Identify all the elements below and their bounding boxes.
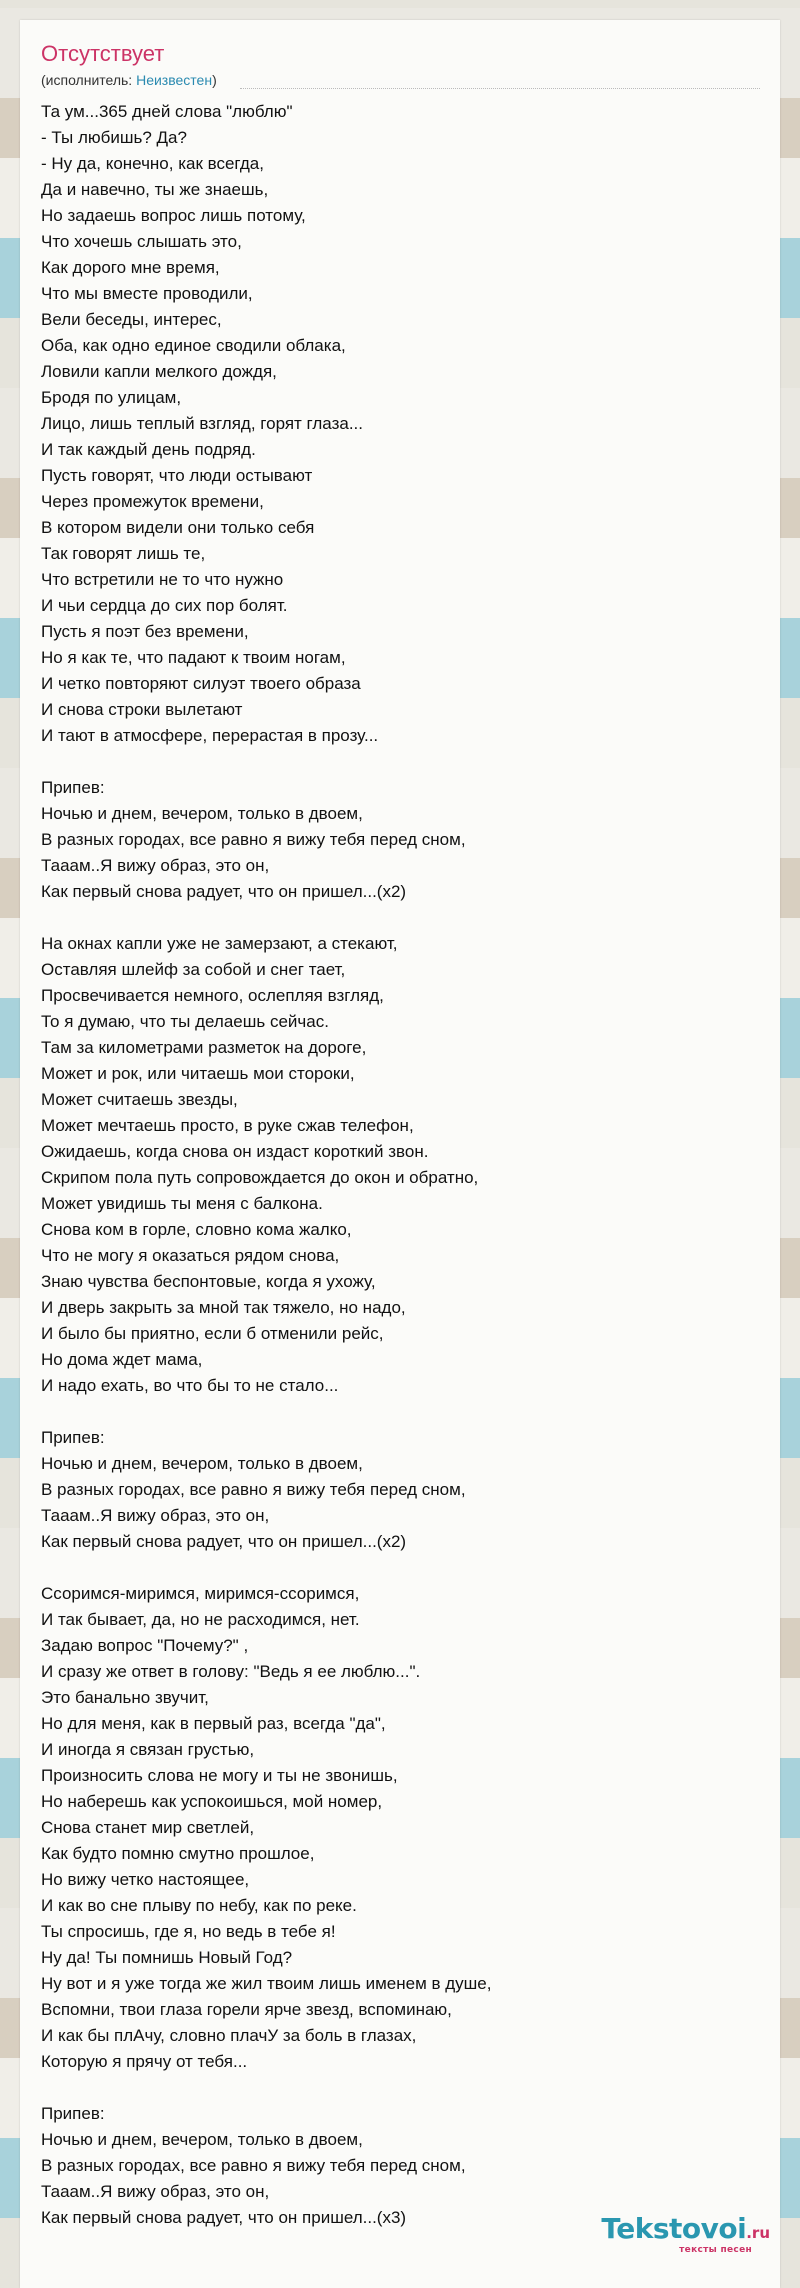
lyric-line: И так бывает, да, но не расходимся, нет.: [41, 1610, 360, 1629]
title-divider: [240, 88, 760, 89]
lyric-line: На окнах капли уже не замерзают, а стекают,: [41, 934, 398, 953]
lyric-line: И дверь закрыть за мной так тяжело, но надо,: [41, 1298, 406, 1317]
lyric-line: Но я как те, что падают к твоим ногам,: [41, 648, 346, 667]
lyric-line: В разных городах, все равно я вижу тебя перед сном,: [41, 1480, 466, 1499]
lyric-line: В котором видели они только себя: [41, 518, 315, 537]
lyric-line: И так каждый день подряд.: [41, 440, 256, 459]
lyric-line: Так говорят лишь те,: [41, 544, 206, 563]
lyric-line: И как во сне плыву по небу, как по реке.: [41, 1896, 357, 1915]
lyric-line: В разных городах, все равно я вижу тебя перед сном,: [41, 2156, 466, 2175]
lyric-line: Да и навечно, ты же знаешь,: [41, 180, 269, 199]
lyric-line: Тааам..Я вижу образ, это он,: [41, 1506, 270, 1525]
lyrics-stanza: [41, 931, 761, 1399]
lyric-line: Может увидишь ты меня с балкона.: [41, 1194, 323, 1213]
lyric-line: И иногда я связан грустью,: [41, 1740, 255, 1759]
lyric-line: Которую я прячу от тебя...: [41, 2052, 248, 2071]
logo-brand: Tekstovoi: [601, 2212, 747, 2245]
lyric-line: И сразу же ответ в голову: "Ведь я ее люблю...".: [41, 1662, 421, 1681]
lyric-line: Пусть говорят, что люди остывают: [41, 466, 313, 485]
lyrics-body: [41, 99, 761, 2231]
lyric-line: Снова ком в горле, словно кома жалко,: [41, 1220, 352, 1239]
lyric-line: Что не могу я оказаться рядом снова,: [41, 1246, 340, 1265]
performer-line: [41, 71, 217, 89]
lyric-line: Тааам..Я вижу образ, это он,: [41, 856, 270, 875]
lyric-line: Через промежуток времени,: [41, 492, 264, 511]
performer-link[interactable]: Неизвестен: [136, 72, 213, 88]
lyric-line: Просвечивается немного, ослепляя взгляд,: [41, 986, 384, 1005]
lyric-line: Как дорого мне время,: [41, 258, 220, 277]
lyric-line: Вспомни, твои глаза горели ярче звезд, вспоминаю,: [41, 2000, 452, 2019]
lyric-line: Скрипом пола путь сопровождается до окон и обратно,: [41, 1168, 479, 1187]
lyrics-stanza: [41, 775, 761, 905]
lyric-line: Что мы вместе проводили,: [41, 284, 253, 303]
lyric-line: То я думаю, что ты делаешь сейчас.: [41, 1012, 329, 1031]
lyric-line: Но вижу четко настоящее,: [41, 1870, 250, 1889]
lyric-line: Как первый снова радует, что он пришел...(x3): [41, 2208, 407, 2227]
lyric-line: И было бы приятно, если б отменили рейс,: [41, 1324, 384, 1343]
lyrics-stanza: [41, 1581, 761, 2075]
song-title: Отсутствует: [41, 41, 165, 66]
lyric-line: Может и рок, или читаешь мои стороки,: [41, 1064, 355, 1083]
lyric-line: Знаю чувства беспонтовые, когда я ухожу,: [41, 1272, 376, 1291]
lyric-line: Это банально звучит,: [41, 1688, 209, 1707]
lyric-line: Ты спросишь, где я, но ведь в тебе я!: [41, 1922, 336, 1941]
lyric-line: И тают в атмосфере, перерастая в прозу...: [41, 726, 379, 745]
lyric-line: Лицо, лишь теплый взгляд, горят глаза...: [41, 414, 363, 433]
lyric-line: Но дома ждет мама,: [41, 1350, 203, 1369]
lyric-line: И чьи сердца до сих пор болят.: [41, 596, 288, 615]
lyric-line: И как бы плАчу, словно плачУ за боль в глазах,: [41, 2026, 417, 2045]
lyric-line: Ночью и днем, вечером, только в двоем,: [41, 2130, 363, 2149]
lyric-line: Ночью и днем, вечером, только в двоем,: [41, 804, 363, 823]
lyric-line: В разных городах, все равно я вижу тебя перед сном,: [41, 830, 466, 849]
site-logo[interactable]: [601, 2212, 770, 2255]
lyric-line: Снова станет мир светлей,: [41, 1818, 255, 1837]
lyrics-stanza: [41, 99, 761, 749]
lyric-line: Оставляя шлейф за собой и снег тает,: [41, 960, 346, 979]
lyric-line: Но для меня, как в первый раз, всегда "да",: [41, 1714, 386, 1733]
lyric-line: Что встретили не то что нужно: [41, 570, 284, 589]
lyric-line: Но наберешь как успокоишься, мой номер,: [41, 1792, 383, 1811]
lyric-line: Припев:: [41, 2104, 105, 2123]
lyric-line: Может считаешь звезды,: [41, 1090, 238, 1109]
lyric-line: Произносить слова не могу и ты не звонишь,: [41, 1766, 398, 1785]
lyric-line: Ну да! Ты помнишь Новый Год?: [41, 1948, 293, 1967]
lyric-line: Ночью и днем, вечером, только в двоем,: [41, 1454, 363, 1473]
lyric-line: Там за километрами разметок на дороге,: [41, 1038, 367, 1057]
lyric-line: Ловили капли мелкого дождя,: [41, 362, 277, 381]
lyric-line: Припев:: [41, 778, 105, 797]
logo-tagline: тексты песен: [679, 2245, 752, 2255]
performer-prefix: (исполнитель:: [41, 72, 137, 88]
lyric-line: Но задаешь вопрос лишь потому,: [41, 206, 306, 225]
lyric-line: Оба, как одно единое сводили облака,: [41, 336, 346, 355]
lyric-line: Ну вот и я уже тогда же жил твоим лишь именем в душе,: [41, 1974, 492, 1993]
lyric-line: Как будто помню смутно прошлое,: [41, 1844, 315, 1863]
lyric-line: И надо ехать, во что бы то не стало...: [41, 1376, 339, 1395]
lyrics-stanza: [41, 1425, 761, 1555]
lyric-line: Припев:: [41, 1428, 105, 1447]
lyric-line: Та ум...365 дней слова "люблю": [41, 102, 293, 121]
lyric-line: Как первый снова радует, что он пришел...(x2): [41, 882, 407, 901]
lyric-line: Пусть я поэт без времени,: [41, 622, 249, 641]
lyric-line: Задаю вопрос "Почему?" ,: [41, 1636, 249, 1655]
lyric-line: Вели беседы, интерес,: [41, 310, 222, 329]
lyric-line: - Ну да, конечно, как всегда,: [41, 154, 264, 173]
lyric-line: Тааам..Я вижу образ, это он,: [41, 2182, 270, 2201]
lyric-line: Может мечтаешь просто, в руке сжав телефон,: [41, 1116, 414, 1135]
lyric-line: Бродя по улицам,: [41, 388, 182, 407]
lyric-line: И четко повторяют силуэт твоего образа: [41, 674, 361, 693]
lyric-line: Ожидаешь, когда снова он издаст короткий звон.: [41, 1142, 429, 1161]
performer-suffix: ): [212, 72, 217, 88]
logo-tld: .ru: [746, 2224, 770, 2242]
lyric-line: И снова строки вылетают: [41, 700, 243, 719]
lyric-line: Что хочешь слышать это,: [41, 232, 242, 251]
lyric-line: - Ты любишь? Да?: [41, 128, 187, 147]
lyric-line: Как первый снова радует, что он пришел...(x2): [41, 1532, 407, 1551]
lyric-line: Ссоримся-миримся, миримся-ссоримся,: [41, 1584, 360, 1603]
